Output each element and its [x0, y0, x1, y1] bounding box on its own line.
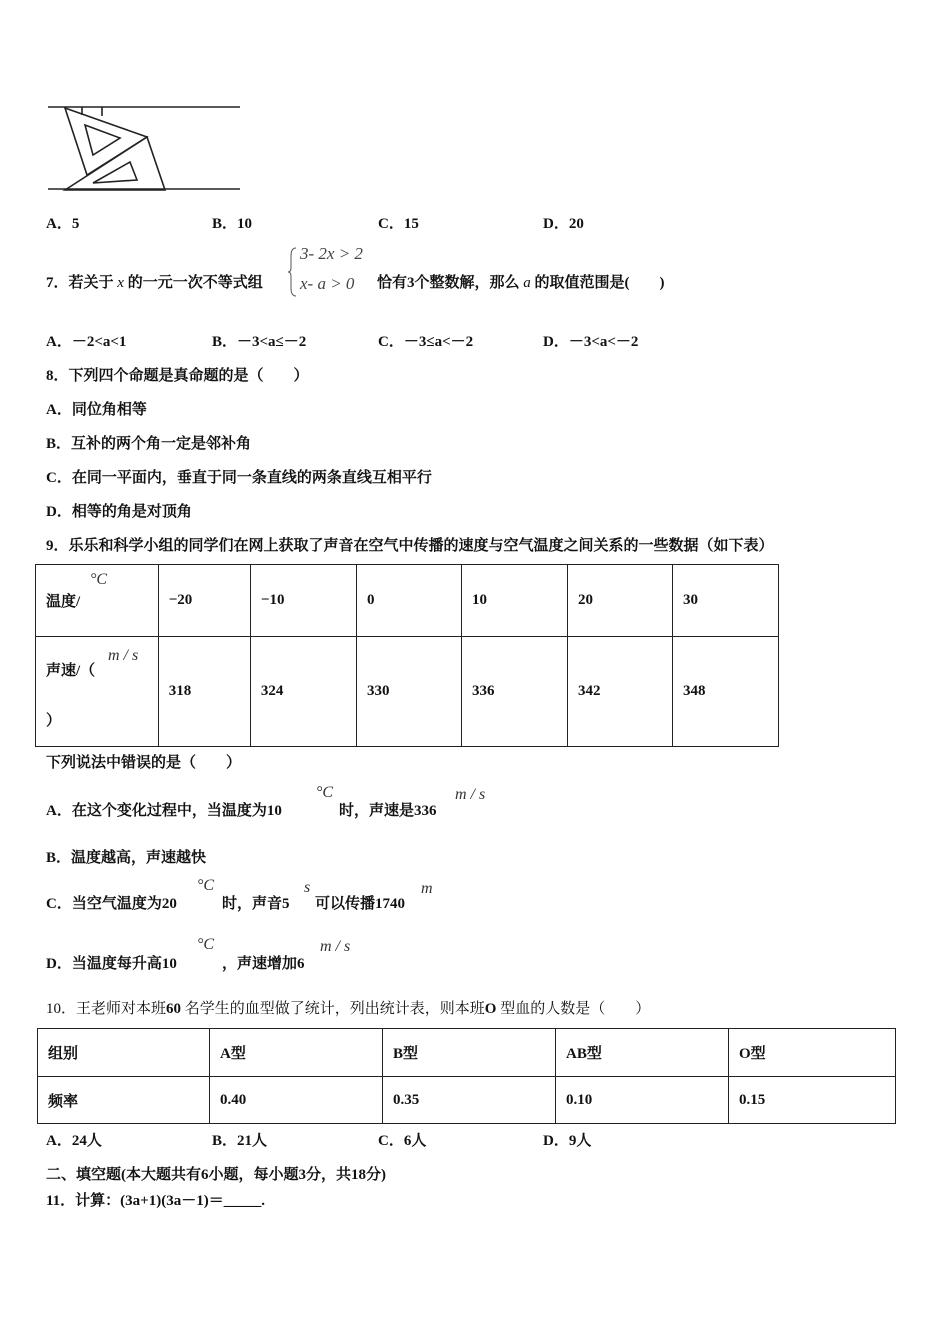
header-cell: B型 [383, 1029, 556, 1077]
q8-stem: 8．下列四个命题是真命题的是（ ） [46, 368, 309, 384]
q9-option-b[interactable]: B．温度越高，声速越快 [46, 850, 207, 866]
seconds-unit: s [304, 879, 311, 896]
q10-option-b[interactable]: B．21人 [212, 1133, 268, 1149]
option-c-text: C．当空气温度为20 [46, 896, 177, 912]
var-a: a [523, 275, 531, 291]
q6-option-c[interactable]: C．15 [378, 216, 419, 232]
cell: 20 [567, 565, 672, 637]
option-d-text2: ，声速增加6 [222, 956, 305, 972]
temperature-row [36, 565, 779, 637]
cell: 324 [250, 637, 356, 747]
cell: 318 [158, 637, 250, 747]
q8-option-a[interactable]: A．同位角相等 [46, 402, 147, 418]
q10-stem-b: 名学生的血型做了统计，列出统计表，则本班 [184, 1001, 485, 1017]
q7-stem [46, 271, 263, 292]
q9-question: 下列说法中错误的是（ ） [46, 755, 242, 771]
option-c-text3: 可以传播1740 [315, 896, 406, 912]
brace-icon [288, 246, 298, 298]
header-cell: AB型 [556, 1029, 729, 1077]
section-heading: 二、填空题(本大题共有6小题，每小题3分，共18分) [46, 1167, 386, 1183]
celsius-unit: °C [316, 784, 334, 801]
q10-stem-a: 10．王老师对本班 [46, 1001, 167, 1017]
q7-prefix: 7．若关于 [46, 275, 114, 291]
speed-row [36, 637, 779, 747]
celsius-unit: °C [90, 571, 108, 588]
celsius-unit: °C [197, 936, 215, 953]
q7-suffix2: 的取值范围是( ) [534, 275, 665, 291]
header-cell: 组别 [38, 1029, 210, 1077]
cell: 336 [461, 637, 567, 747]
option-a-text: A．在这个变化过程中，当温度为10 [46, 803, 282, 819]
inequality-1: 3- 2x > 2 [300, 244, 363, 263]
q10-stem-c: 型血的人数是（ ） [500, 1001, 651, 1017]
var-x: x [117, 275, 124, 291]
q8-option-c[interactable]: C．在同一平面内，垂直于同一条直线的两条直线互相平行 [46, 470, 432, 486]
cell: 频率 [38, 1077, 210, 1124]
q7-option-b[interactable]: B．－3<a≤－2 [212, 334, 307, 350]
header-cell: O型 [729, 1029, 896, 1077]
sound-speed-table [35, 564, 779, 747]
cell: 0.35 [383, 1077, 556, 1124]
speed-unit: m / s [320, 938, 351, 955]
cell: −10 [250, 565, 356, 637]
q7-middle: 的一元一次不等式组 [127, 275, 263, 291]
q10-option-a[interactable]: A．24人 [46, 1133, 102, 1149]
cell: 10 [461, 565, 567, 637]
frequency-row [38, 1077, 896, 1124]
q6-option-b[interactable]: B．10 [212, 216, 253, 232]
triangle-rulers-figure [40, 100, 250, 195]
option-c-text2: 时，声音5 [222, 896, 290, 912]
cell: 348 [672, 637, 778, 747]
option-d-text: D．当温度每升高10 [46, 956, 177, 972]
q6-option-d[interactable]: D．20 [543, 216, 584, 232]
meter-unit: m [421, 880, 433, 897]
q10-option-c[interactable]: C．6人 [378, 1133, 427, 1149]
header-row [38, 1029, 896, 1077]
q8-option-d[interactable]: D．相等的角是对顶角 [46, 504, 192, 520]
speed-unit: m / s [108, 647, 139, 664]
speed-label: 声速/（ [46, 663, 96, 679]
q7-stem-end [377, 271, 665, 292]
q10-type-o: O [484, 1001, 497, 1017]
q7-suffix1: 恰有3个整数解，那么 [377, 275, 520, 291]
q10-stem [46, 997, 650, 1018]
cell: 0.40 [210, 1077, 383, 1124]
header-cell: A型 [210, 1029, 383, 1077]
q10-option-d[interactable]: D．9人 [543, 1133, 592, 1149]
blood-type-table [37, 1028, 896, 1124]
cell: 0 [356, 565, 461, 637]
speed-label-cell [36, 637, 159, 747]
cell: −20 [158, 565, 250, 637]
q11-stem: 11．计算：(3a+1)(3a－1)＝_____. [46, 1193, 265, 1209]
q9-stem: 9．乐乐和科学小组的同学们在网上获取了声音在空气中传播的速度与空气温度之间关系的一些数据（如下表） [46, 538, 774, 554]
cell: 0.15 [729, 1077, 896, 1124]
q7-option-a[interactable]: A．－2<a<1 [46, 334, 127, 350]
q6-option-a[interactable]: A．5 [46, 216, 80, 232]
inequality-2: x- a > 0 [300, 274, 355, 293]
q8-option-b[interactable]: B．互补的两个角一定是邻补角 [46, 436, 252, 452]
cell: 330 [356, 637, 461, 747]
temperature-label: 温度/ [46, 594, 81, 610]
q7-option-c[interactable]: C．－3≤a<－2 [378, 334, 474, 350]
speed-close-paren: ） [46, 713, 62, 729]
celsius-unit: °C [197, 877, 215, 894]
cell: 342 [567, 637, 672, 747]
speed-unit: m / s [455, 786, 486, 803]
cell: 0.10 [556, 1077, 729, 1124]
q10-count: 60 [166, 1001, 182, 1017]
temperature-label-cell [36, 565, 159, 637]
cell: 30 [672, 565, 778, 637]
q7-option-d[interactable]: D．－3<a<－2 [543, 334, 639, 350]
option-a-text2: 时，声速是336 [339, 803, 437, 819]
